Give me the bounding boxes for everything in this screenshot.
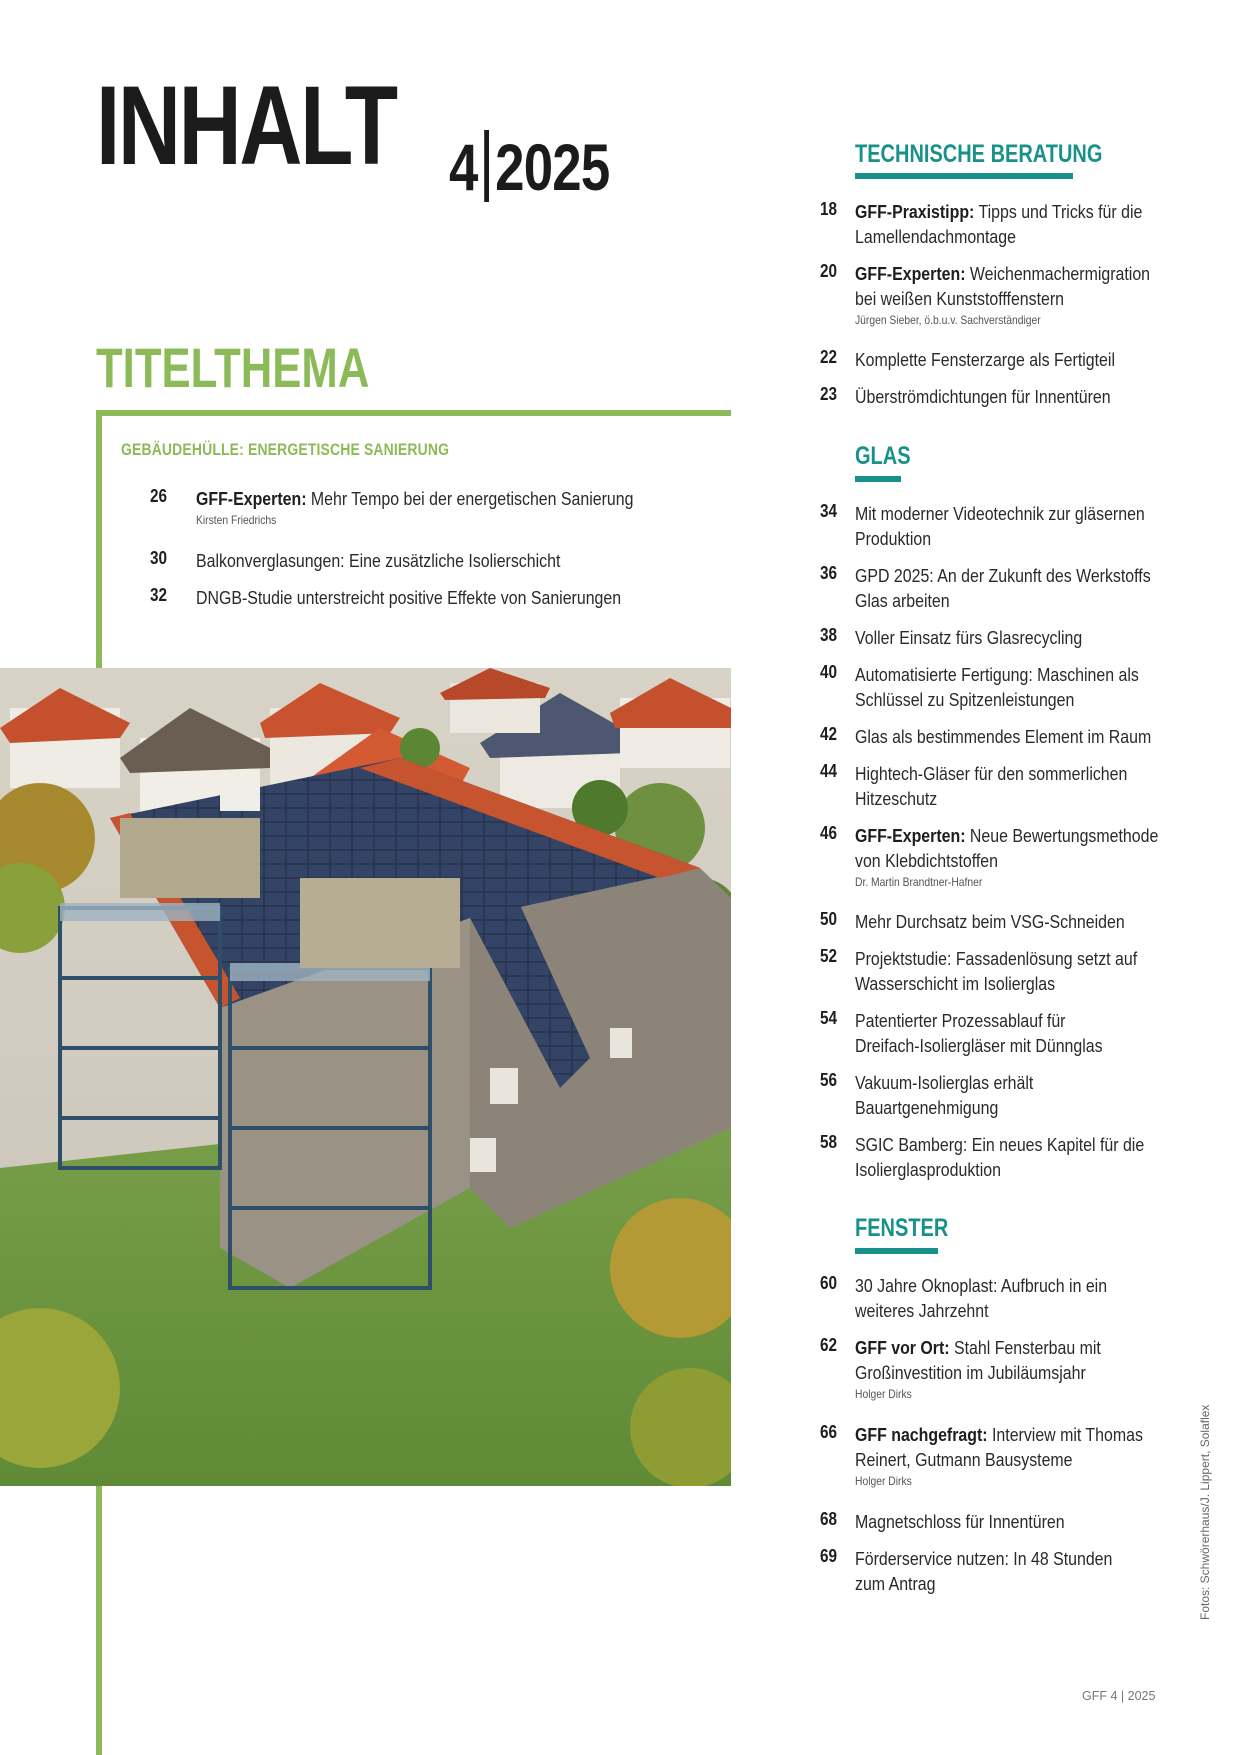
toc-entry[interactable] — [820, 1422, 1180, 1488]
page-number: 32 — [150, 585, 168, 605]
entry-title: GPD 2025: An der Zukunft des Werkstoffs — [855, 565, 1151, 586]
toc-entry[interactable] — [820, 1008, 1180, 1058]
entry-title-line2: Hitzeschutz — [855, 788, 938, 809]
page-title: INHALT — [96, 63, 396, 188]
page-number: 22 — [820, 347, 838, 367]
toc-entry[interactable] — [820, 1132, 1180, 1182]
entry-text: Tipps und Tricks für die — [974, 201, 1143, 222]
page-number: 62 — [820, 1335, 838, 1355]
entry-text: Neue Bewertungsmethode — [965, 825, 1159, 846]
page-number: 69 — [820, 1546, 838, 1566]
entry-kicker: GFF-Experten: — [855, 825, 966, 846]
entry-title-line2: von Klebdichtstoffen — [855, 850, 999, 871]
entry-text: Mehr Tempo bei der energetischen Sanierung — [306, 488, 634, 509]
toc-entry[interactable] — [820, 199, 1180, 249]
entry-title — [855, 823, 1159, 848]
entry-kicker: GFF nachgefragt: — [855, 1424, 988, 1445]
toc-entry[interactable] — [820, 625, 1180, 650]
page-footer: GFF 4 | 2025 — [1082, 1689, 1156, 1703]
toc-entry[interactable] — [820, 1070, 1180, 1120]
green-divider-horizontal — [96, 410, 731, 416]
toc-entry[interactable] — [820, 909, 1180, 934]
issue-year: 2025 — [495, 130, 610, 204]
photo-credit: Fotos: Schwörerhaus/J. Lippert, Solaflex — [1198, 1404, 1212, 1620]
issue-label — [449, 130, 609, 202]
toc-entry[interactable] — [820, 724, 1180, 749]
entry-title: Patentierter Prozessablauf für — [855, 1010, 1066, 1031]
toc-entry[interactable] — [820, 347, 1180, 372]
toc-entry[interactable] — [820, 501, 1180, 551]
entry-kicker: GFF-Experten: — [855, 263, 966, 284]
entry-author: Jürgen Sieber, ö.b.u.v. Sachverständiger — [855, 313, 1041, 327]
issue-number: 4 — [449, 130, 478, 204]
titelthema-heading: TITELTHEMA — [96, 336, 370, 399]
entry-title: Hightech-Gläser für den sommerlichen — [855, 763, 1128, 784]
entry-title: 30 Jahre Oknoplast: Aufbruch in ein — [855, 1275, 1108, 1296]
entry-title — [855, 261, 1151, 286]
entry-title: Komplette Fensterzarge als Fertigteil — [855, 349, 1115, 370]
page-number: 18 — [820, 199, 838, 219]
page-number: 44 — [820, 761, 838, 781]
entry-title-line2: Glas arbeiten — [855, 590, 950, 611]
page-number: 20 — [820, 261, 838, 281]
entry-title — [855, 1422, 1143, 1447]
entry-title — [855, 1335, 1135, 1360]
entry-title-line2: Wasserschicht im Isolierglas — [855, 973, 1056, 994]
entry-title: Automatisierte Fertigung: Maschinen als — [855, 664, 1139, 685]
entry-kicker: GFF-Praxistipp: — [855, 201, 975, 222]
entry-kicker: GFF-Experten: — [196, 488, 307, 509]
page-number: 23 — [820, 384, 838, 404]
section-underline — [855, 476, 901, 482]
entry-title-line2: Bauartgenehmigung — [855, 1097, 999, 1118]
page-number: 30 — [150, 548, 168, 568]
entry-title: Magnetschloss für Innentüren — [855, 1511, 1065, 1532]
page-number: 54 — [820, 1008, 838, 1028]
entry-title — [855, 199, 1143, 224]
entry-title: Vakuum-Isolierglas erhält — [855, 1072, 1034, 1093]
toc-entry[interactable] — [150, 585, 750, 610]
section-heading-glas: GLAS — [855, 442, 911, 470]
toc-entry[interactable] — [820, 563, 1180, 613]
entry-title: Förderservice nutzen: In 48 Stunden — [855, 1548, 1113, 1569]
entry-title-line2: Dreifach-Isoliergläser mit Dünnglas — [855, 1035, 1103, 1056]
building-photo — [0, 668, 731, 1486]
entry-title-line2: Lamellendachmontage — [855, 226, 1016, 247]
entry-title-line2: zum Antrag — [855, 1573, 936, 1594]
page-number: 38 — [820, 625, 838, 645]
page-number: 58 — [820, 1132, 838, 1152]
page-number: 68 — [820, 1509, 838, 1529]
entry-title: Glas als bestimmendes Element im Raum — [855, 726, 1152, 747]
toc-entry[interactable] — [820, 1546, 1180, 1596]
entry-title: Balkonverglasungen: Eine zusätzliche Isolierschicht — [196, 550, 561, 571]
entry-author: Kirsten Friedrichs — [196, 513, 277, 527]
toc-entry[interactable] — [820, 1335, 1180, 1401]
toc-entry[interactable] — [820, 761, 1180, 811]
entry-title: Projektstudie: Fassadenlösung setzt auf — [855, 948, 1138, 969]
page-number: 66 — [820, 1422, 838, 1442]
entry-title-line2: weiteres Jahrzehnt — [855, 1300, 989, 1321]
section-heading-technische-beratung: TECHNISCHE BERATUNG — [855, 140, 1103, 168]
entry-title-line2: Großinvestition im Jubiläumsjahr — [855, 1362, 1086, 1383]
entry-author: Holger Dirks — [855, 1387, 912, 1401]
entry-title: Mehr Durchsatz beim VSG-Schneiden — [855, 911, 1125, 932]
page-number: 50 — [820, 909, 838, 929]
toc-entry[interactable] — [820, 1273, 1180, 1323]
page-number: 52 — [820, 946, 838, 966]
page-number: 42 — [820, 724, 838, 744]
toc-entry[interactable] — [820, 384, 1180, 409]
section-underline — [855, 173, 1073, 179]
toc-entry[interactable] — [820, 823, 1180, 889]
toc-entry[interactable] — [150, 548, 750, 573]
entry-title-line2: Isolierglasproduktion — [855, 1159, 1001, 1180]
page-number: 34 — [820, 501, 838, 521]
entry-kicker: GFF vor Ort: — [855, 1337, 950, 1358]
toc-entry[interactable] — [820, 1509, 1180, 1534]
entry-text: Stahl Fensterbau mit — [949, 1337, 1101, 1358]
page-number: 56 — [820, 1070, 838, 1090]
toc-entry[interactable] — [150, 486, 750, 527]
page-number: 36 — [820, 563, 838, 583]
page-number: 60 — [820, 1273, 838, 1293]
entry-title — [196, 486, 672, 511]
toc-entry[interactable] — [820, 662, 1180, 712]
section-underline — [855, 1248, 938, 1254]
page-number: 26 — [150, 486, 168, 506]
entry-title-line2: Reinert, Gutmann Bausysteme — [855, 1449, 1073, 1470]
entry-title-line2: bei weißen Kunststofffenstern — [855, 288, 1065, 309]
page-number: 40 — [820, 662, 838, 682]
entry-title: Voller Einsatz fürs Glasrecycling — [855, 627, 1083, 648]
toc-entry[interactable] — [820, 946, 1180, 996]
section-heading-fenster: FENSTER — [855, 1214, 949, 1242]
page-number: 46 — [820, 823, 838, 843]
entry-text: Weichenmachermigration — [965, 263, 1151, 284]
issue-divider — [484, 130, 489, 202]
entry-author: Holger Dirks — [855, 1474, 912, 1488]
section-label: GEBÄUDEHÜLLE: ENERGETISCHE SANIERUNG — [121, 440, 450, 459]
entry-author: Dr. Martin Brandtner-Hafner — [855, 875, 983, 889]
entry-title: DNGB-Studie unterstreicht positive Effekte von Sanierungen — [196, 587, 622, 608]
entry-title-line2: Produktion — [855, 528, 932, 549]
entry-text: Interview mit Thomas — [987, 1424, 1143, 1445]
entry-title: Überströmdichtungen für Innentüren — [855, 386, 1111, 407]
entry-title: Mit moderner Videotechnik zur gläsernen — [855, 503, 1145, 524]
toc-entry[interactable] — [820, 261, 1180, 327]
entry-title: SGIC Bamberg: Ein neues Kapitel für die — [855, 1134, 1145, 1155]
entry-title-line2: Schlüssel zu Spitzenleistungen — [855, 689, 1075, 710]
